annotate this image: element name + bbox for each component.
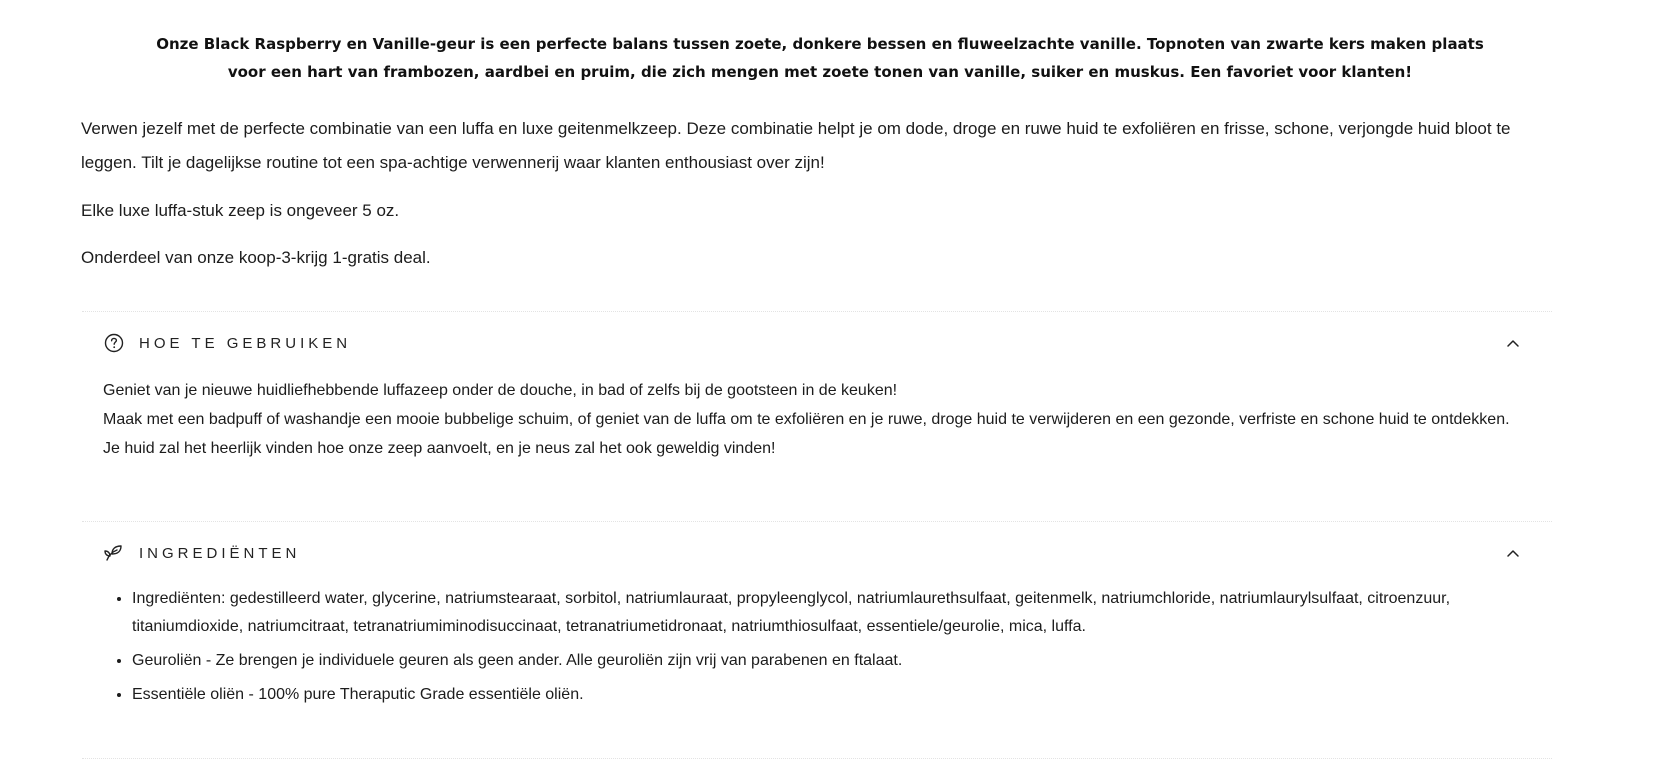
ingredients-list [106,584,1552,714]
chevron-up-icon[interactable] [1503,543,1523,563]
ingredients-accordion-header[interactable] [103,540,1523,566]
chevron-up-icon[interactable] [1503,333,1523,353]
usage-line: Je huid zal het heerlijk vinden hoe onze zeep aanvoelt, en je neus zal het ook geweldig vinden! [103,440,776,457]
ingredients-title: INGREDIËNTEN [139,544,301,562]
description-paragraph-2: Elke luxe luffa-stuk zeep is ongeveer 5 oz. [81,201,400,220]
usage-line: Geniet van je nieuwe huidliefhebbende luffazeep onder de douche, in bad of zelfs bij de gootsteen in de keuken! [103,382,898,399]
description-paragraph-3: Onderdeel van onze koop-3-krijg 1-gratis deal. [81,248,431,267]
intro-line-1: Onze Black Raspberry en Vanille-geur is een perfecte balans tussen zoete, donkere bessen en fluweelzachte vanille. Topnoten van zwarte kers maken plaats [156,35,1484,53]
usage-line: Maak met een badpuff of washandje een mooie bubbelige schuim, of geniet van de luffa om te exfoliëren en je ruwe, droge huid te verwijderen en een gezonde, verfriste en schone huid te ontdekken. [103,411,1510,428]
divider [82,311,1552,312]
divider [82,758,1552,759]
usage-title: HOE TE GEBRUIKEN [139,334,352,352]
list-item: • Essentiële oliën - 100% pure Theraputic Grade essentiële oliën. [132,680,1552,709]
description-paragraph-1: Verwen jezelf met de perfecte combinatie van een luffa en luxe geitenmelkzeep. Deze combinatie helpt je om dode, droge en ruwe huid te exfoliëren en frisse, schone, verjongde huid bloot te leggen. Tilt je dagelijkse routine tot een spa-achtige verwennerij waar klanten enthousiast over zijn! [81,119,1511,172]
list-item: • Ingrediënten: gedestilleerd water, glycerine, natriumstearaat, sorbitol, natriumlauraat, propyleenglycol, natriumlaurethsulfaat, geitenmelk, natriumchloride, natriumlaurylsulfaat, citroenzuur, titaniumdioxide, natriumcitraat, tetranatriumiminodisuccinaat, tetranatriumetidronaat, natriumthiosulfaat, essentiele/geurolie, mica, luffa. [132,584,1552,641]
list-item: • Geuroliën - Ze brengen je individuele geuren als geen ander. Alle geuroliën zijn vrij van parabenen en ftalaat. [132,646,1552,675]
usage-accordion-header[interactable] [103,330,1523,356]
question-circle-icon [103,332,125,354]
usage-content [103,376,1523,463]
product-intro [80,30,1560,86]
leaf-icon [103,542,125,564]
divider [82,521,1552,522]
intro-line-2: voor een hart van frambozen, aardbei en pruim, die zich mengen met zoete tonen van vanille, suiker en muskus. Een favoriet voor klanten! [227,63,1413,81]
